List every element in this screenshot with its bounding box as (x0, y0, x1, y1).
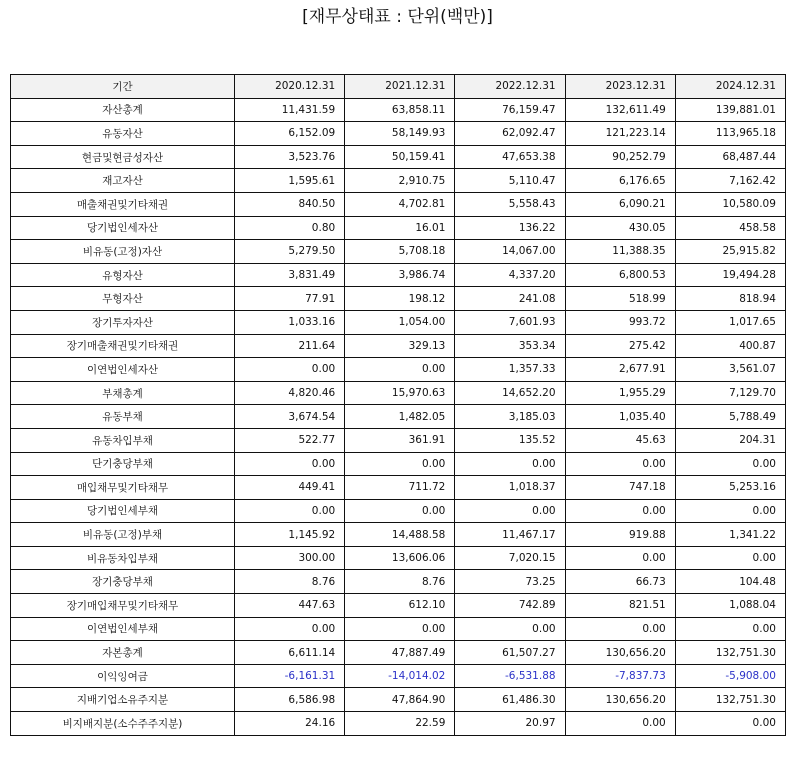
table-row (11, 688, 786, 712)
value-cell: 0.00 (345, 358, 455, 382)
value-cell: 0.00 (565, 617, 675, 641)
value-cell: 0.00 (565, 452, 675, 476)
value-cell: 7,601.93 (455, 310, 565, 334)
value-cell: 0.00 (675, 452, 785, 476)
value-cell: 747.18 (565, 476, 675, 500)
value-cell: 361.91 (345, 428, 455, 452)
value-cell: 3,523.76 (235, 145, 345, 169)
value-cell: 241.08 (455, 287, 565, 311)
value-cell: 47,864.90 (345, 688, 455, 712)
value-cell: 0.80 (235, 216, 345, 240)
table-row (11, 664, 786, 688)
value-cell: 1,017.65 (675, 310, 785, 334)
value-cell: 993.72 (565, 310, 675, 334)
table-row (11, 570, 786, 594)
value-cell: 3,831.49 (235, 263, 345, 287)
value-cell: 0.00 (565, 712, 675, 736)
value-cell: 458.58 (675, 216, 785, 240)
value-cell: 47,887.49 (345, 641, 455, 665)
value-cell: 0.00 (455, 452, 565, 476)
value-cell: 4,820.46 (235, 381, 345, 405)
value-cell: 6,611.14 (235, 641, 345, 665)
value-cell: 8.76 (345, 570, 455, 594)
value-cell: 73.25 (455, 570, 565, 594)
value-cell: 19,494.28 (675, 263, 785, 287)
value-cell: 818.94 (675, 287, 785, 311)
row-label: 현금및현금성자산 (11, 145, 235, 169)
value-cell: 132,751.30 (675, 688, 785, 712)
row-label: 당기법인세자산 (11, 216, 235, 240)
value-cell: 204.31 (675, 428, 785, 452)
value-cell: 5,279.50 (235, 240, 345, 264)
row-label: 비유동(고정)부채 (11, 523, 235, 547)
value-cell: 2,677.91 (565, 358, 675, 382)
value-cell: 6,176.65 (565, 169, 675, 193)
value-cell: 3,185.03 (455, 405, 565, 429)
value-cell: 211.64 (235, 334, 345, 358)
value-cell: -5,908.00 (675, 664, 785, 688)
header-2023: 2023.12.31 (565, 75, 675, 99)
row-label: 당기법인세부채 (11, 499, 235, 523)
value-cell: 22.59 (345, 712, 455, 736)
value-cell: 3,986.74 (345, 263, 455, 287)
value-cell: 0.00 (235, 617, 345, 641)
value-cell: -6,161.31 (235, 664, 345, 688)
table-row (11, 476, 786, 500)
value-cell: 7,129.70 (675, 381, 785, 405)
table-row (11, 263, 786, 287)
row-label: 비유동차입부채 (11, 546, 235, 570)
table-row (11, 240, 786, 264)
table-row (11, 381, 786, 405)
value-cell: -6,531.88 (455, 664, 565, 688)
value-cell: 1,054.00 (345, 310, 455, 334)
value-cell: 840.50 (235, 192, 345, 216)
row-label: 자본총계 (11, 641, 235, 665)
value-cell: 10,580.09 (675, 192, 785, 216)
table-row (11, 122, 786, 146)
value-cell: 139,881.01 (675, 98, 785, 122)
value-cell: 136.22 (455, 216, 565, 240)
value-cell: 62,092.47 (455, 122, 565, 146)
row-label: 장기충당부채 (11, 570, 235, 594)
header-2020: 2020.12.31 (235, 75, 345, 99)
value-cell: 400.87 (675, 334, 785, 358)
row-label: 부채총계 (11, 381, 235, 405)
value-cell: 0.00 (235, 358, 345, 382)
value-cell: 4,702.81 (345, 192, 455, 216)
value-cell: 1,482.05 (345, 405, 455, 429)
row-label: 유동차입부채 (11, 428, 235, 452)
row-label: 이연법인세부채 (11, 617, 235, 641)
row-label: 유동부채 (11, 405, 235, 429)
value-cell: 104.48 (675, 570, 785, 594)
value-cell: 447.63 (235, 594, 345, 618)
value-cell: 14,652.20 (455, 381, 565, 405)
value-cell: 0.00 (455, 499, 565, 523)
table-row (11, 310, 786, 334)
table-row (11, 216, 786, 240)
row-label: 이익잉여금 (11, 664, 235, 688)
table-row (11, 499, 786, 523)
value-cell: 11,388.35 (565, 240, 675, 264)
value-cell: 919.88 (565, 523, 675, 547)
value-cell: 2,910.75 (345, 169, 455, 193)
table-row (11, 617, 786, 641)
value-cell: 6,090.21 (565, 192, 675, 216)
value-cell: 0.00 (345, 452, 455, 476)
table-body (11, 98, 786, 735)
value-cell: 58,149.93 (345, 122, 455, 146)
value-cell: 1,955.29 (565, 381, 675, 405)
row-label: 무형자산 (11, 287, 235, 311)
page-title: [재무상태표 : 단위(백만)] (302, 7, 493, 27)
balance-sheet-table (10, 74, 786, 736)
value-cell: 132,611.49 (565, 98, 675, 122)
row-label: 이연법인세자산 (11, 358, 235, 382)
value-cell: 275.42 (565, 334, 675, 358)
table-row (11, 145, 786, 169)
value-cell: -14,014.02 (345, 664, 455, 688)
value-cell: 5,110.47 (455, 169, 565, 193)
value-cell: 90,252.79 (565, 145, 675, 169)
value-cell: 5,558.43 (455, 192, 565, 216)
value-cell: 0.00 (565, 499, 675, 523)
value-cell: 50,159.41 (345, 145, 455, 169)
table-row (11, 523, 786, 547)
value-cell: 14,067.00 (455, 240, 565, 264)
value-cell: 5,253.16 (675, 476, 785, 500)
row-label: 유동자산 (11, 122, 235, 146)
row-label: 단기충당부채 (11, 452, 235, 476)
value-cell: 0.00 (565, 546, 675, 570)
header-2024: 2024.12.31 (675, 75, 785, 99)
value-cell: 1,033.16 (235, 310, 345, 334)
value-cell: 15,970.63 (345, 381, 455, 405)
value-cell: 0.00 (675, 617, 785, 641)
value-cell: 113,965.18 (675, 122, 785, 146)
value-cell: 0.00 (235, 452, 345, 476)
row-label: 장기매출채권및기타채권 (11, 334, 235, 358)
value-cell: 6,800.53 (565, 263, 675, 287)
table-row (11, 712, 786, 736)
value-cell: 47,653.38 (455, 145, 565, 169)
row-label: 장기투자자산 (11, 310, 235, 334)
row-label: 비지배지분(소수주주지분) (11, 712, 235, 736)
value-cell: 61,507.27 (455, 641, 565, 665)
value-cell: 66.73 (565, 570, 675, 594)
value-cell: 430.05 (565, 216, 675, 240)
value-cell: 518.99 (565, 287, 675, 311)
value-cell: 198.12 (345, 287, 455, 311)
value-cell: 3,674.54 (235, 405, 345, 429)
row-label: 자산총계 (11, 98, 235, 122)
value-cell: 7,020.15 (455, 546, 565, 570)
value-cell: 77.91 (235, 287, 345, 311)
row-label: 장기매입채무및기타채무 (11, 594, 235, 618)
value-cell: 130,656.20 (565, 688, 675, 712)
value-cell: 25,915.82 (675, 240, 785, 264)
value-cell: 329.13 (345, 334, 455, 358)
value-cell: 711.72 (345, 476, 455, 500)
value-cell: 16.01 (345, 216, 455, 240)
value-cell: 61,486.30 (455, 688, 565, 712)
value-cell: 68,487.44 (675, 145, 785, 169)
value-cell: 121,223.14 (565, 122, 675, 146)
value-cell: 20.97 (455, 712, 565, 736)
table-row (11, 546, 786, 570)
header-2021: 2021.12.31 (345, 75, 455, 99)
value-cell: 5,708.18 (345, 240, 455, 264)
table-row (11, 405, 786, 429)
table-row (11, 428, 786, 452)
value-cell: 11,467.17 (455, 523, 565, 547)
row-label: 비유동(고정)자산 (11, 240, 235, 264)
value-cell: 76,159.47 (455, 98, 565, 122)
value-cell: 742.89 (455, 594, 565, 618)
table-header-row (11, 75, 786, 99)
value-cell: 0.00 (345, 617, 455, 641)
row-label: 유형자산 (11, 263, 235, 287)
table-row (11, 334, 786, 358)
table-row (11, 641, 786, 665)
value-cell: 45.63 (565, 428, 675, 452)
value-cell: 0.00 (455, 617, 565, 641)
value-cell: 1,341.22 (675, 523, 785, 547)
table-row (11, 358, 786, 382)
value-cell: 5,788.49 (675, 405, 785, 429)
row-label: 지배기업소유주지분 (11, 688, 235, 712)
value-cell: 1,018.37 (455, 476, 565, 500)
value-cell: 449.41 (235, 476, 345, 500)
value-cell: 3,561.07 (675, 358, 785, 382)
value-cell: 63,858.11 (345, 98, 455, 122)
value-cell: 130,656.20 (565, 641, 675, 665)
value-cell: 0.00 (675, 499, 785, 523)
value-cell: 24.16 (235, 712, 345, 736)
row-label: 재고자산 (11, 169, 235, 193)
value-cell: 8.76 (235, 570, 345, 594)
value-cell: 1,035.40 (565, 405, 675, 429)
value-cell: 14,488.58 (345, 523, 455, 547)
table-row (11, 169, 786, 193)
value-cell: 0.00 (345, 499, 455, 523)
row-label: 매입채무및기타채무 (11, 476, 235, 500)
value-cell: 1,145.92 (235, 523, 345, 547)
header-period: 기간 (11, 75, 235, 99)
table-row (11, 594, 786, 618)
value-cell: 6,586.98 (235, 688, 345, 712)
value-cell: 300.00 (235, 546, 345, 570)
value-cell: 6,152.09 (235, 122, 345, 146)
value-cell: 1,357.33 (455, 358, 565, 382)
value-cell: 13,606.06 (345, 546, 455, 570)
value-cell: 1,595.61 (235, 169, 345, 193)
value-cell: 353.34 (455, 334, 565, 358)
value-cell: 132,751.30 (675, 641, 785, 665)
value-cell: 1,088.04 (675, 594, 785, 618)
value-cell: -7,837.73 (565, 664, 675, 688)
value-cell: 135.52 (455, 428, 565, 452)
table-row (11, 192, 786, 216)
row-label: 매출채권및기타채권 (11, 192, 235, 216)
table-row (11, 98, 786, 122)
value-cell: 11,431.59 (235, 98, 345, 122)
value-cell: 7,162.42 (675, 169, 785, 193)
table-row (11, 452, 786, 476)
value-cell: 821.51 (565, 594, 675, 618)
value-cell: 522.77 (235, 428, 345, 452)
value-cell: 0.00 (235, 499, 345, 523)
value-cell: 0.00 (675, 546, 785, 570)
value-cell: 4,337.20 (455, 263, 565, 287)
table-row (11, 287, 786, 311)
value-cell: 0.00 (675, 712, 785, 736)
header-2022: 2022.12.31 (455, 75, 565, 99)
value-cell: 612.10 (345, 594, 455, 618)
